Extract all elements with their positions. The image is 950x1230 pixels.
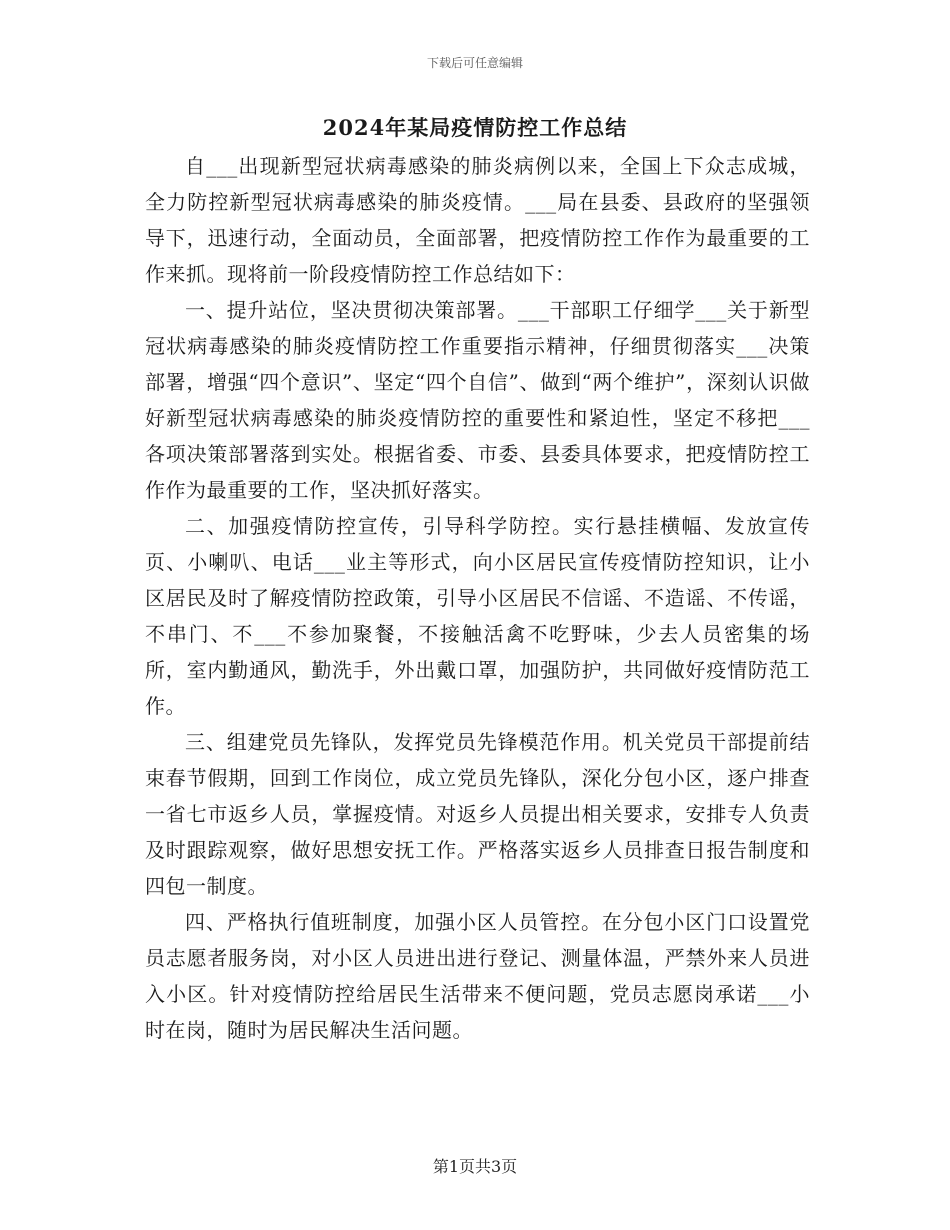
paragraph-section-1: 一、提升站位，坚决贯彻决策部署。___干部职工仔细学___关于新型冠状病毒感染的肺炎疫情防控工作重要指示精神，仔细贯彻落实___决策部署，增强“四个意识”、坚定“四个自信”、做到“两个维护”，深刻认识做好新型冠状病毒感染的肺炎疫情防控的重要性和紧迫性，坚定不移把___各项决策部署落到实处。根据省委、市委、县委具体要求，把疫情防控工作作为最重要的工作，坚决抓好落实。: [145, 298, 810, 502]
paragraph-section-3: 三、组建党员先锋队，发挥党员先锋模范作用。机关党员干部提前结束春节假期，回到工作岗位，成立党员先锋队，深化分包小区，逐户排查一省七市返乡人员，掌握疫情。对返乡人员提出相关要求，安排专人负责及时跟踪观察，做好思想安抚工作。严格落实返乡人员排查日报告制度和四包一制度。: [145, 730, 810, 898]
paragraph-section-2: 二、加强疫情防控宣传，引导科学防控。实行悬挂横幅、发放宣传页、小喇叭、电话___业主等形式，向小区居民宣传疫情防控知识，让小区居民及时了解疫情防控政策，引导小区居民不信谣、不造谣、不传谣，不串门、不___不参加聚餐，不接触活禽不吃野味，少去人员密集的场所，室内勤通风，勤洗手，外出戴口罩，加强防护，共同做好疫情防范工作。: [145, 514, 810, 718]
paragraph-intro: 自___出现新型冠状病毒感染的肺炎病例以来，全国上下众志成城，全力防控新型冠状病毒感染的肺炎疫情。___局在县委、县政府的坚强领导下，迅速行动，全面动员，全面部署，把疫情防控工作作为最重要的工作来抓。现将前一阶段疫情防控工作总结如下：: [145, 154, 810, 286]
document-title: 2024年某局疫情防控工作总结: [322, 115, 628, 140]
document-body: [145, 148, 810, 1048]
page-header-note: 下载后可任意编辑: [426, 56, 523, 70]
page-number-indicator: 第1页共3页: [432, 1157, 518, 1176]
paragraph-section-4: 四、严格执行值班制度，加强小区人员管控。在分包小区门口设置党员志愿者服务岗，对小区人员进出进行登记、测量体温，严禁外来人员进入小区。针对疫情防控给居民生活带来不便问题，党员志愿岗承诺___小时在岗，随时为居民解决生活问题。: [145, 910, 810, 1042]
